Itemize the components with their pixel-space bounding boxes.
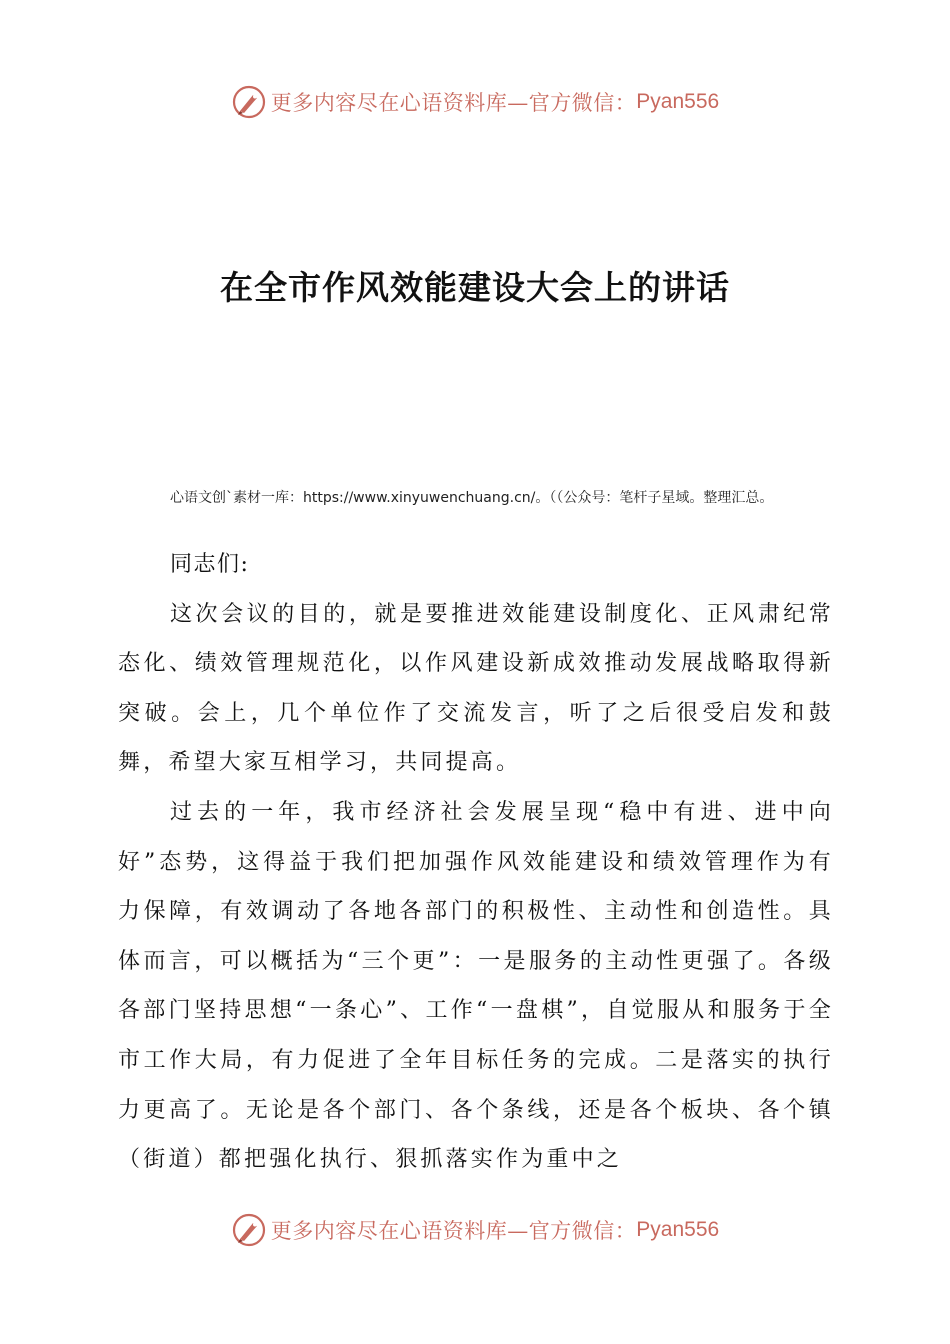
banner-text: 更多内容尽在心语资料库—官方微信： [270,1219,637,1243]
header-banner [0,82,950,122]
pen-nib-logo-icon [231,84,267,120]
paragraph: 过去的一年，我市经济社会发展呈现“稳中有进、进中向好”态势，这得益于我们把加强作风效能建设和绩效管理作为有力保障，有效调动了各地各部门的积极性、主动性和创造性。具体而言，可以概括为“三个更”：一是服务的主动性更强了。各级各部门坚持思想“一条心”、工作“一盘棋”，自觉服从和服务于全市工作大局，有力促进了全年目标任务的完成。二是落实的执行力更高了。无论是各个部门、各个条线，还是各个板块、各个镇（街道）都把强化执行、狠抓落实作为重中之 [118,799,834,1173]
banner-text: 更多内容尽在心语资料库—官方微信： [270,91,637,115]
wechat-id: Pyan556 [636,90,720,113]
source-note: 心语文创`素材一库：https://www.xinyuwenchuang.cn/。（（公众号：笔杆子星域。整理汇总。 [170,490,774,506]
document-title: 在全市作风效能建设大会上的讲话 [220,268,730,307]
wechat-id: Pyan556 [636,1218,720,1241]
greeting: 同志们: [170,552,250,577]
footer-banner [0,1210,950,1250]
paragraph: 这次会议的目的，就是要推进效能建设制度化、正风肃纪常态化、绩效管理规范化，以作风建设新成效推动发展战略取得新突破。会上，几个单位作了交流发言，听了之后很受启发和鼓舞，希望大家互相学习，共同提高。 [118,601,834,776]
document-body [118,540,834,1185]
pen-nib-logo-icon [231,1212,267,1248]
